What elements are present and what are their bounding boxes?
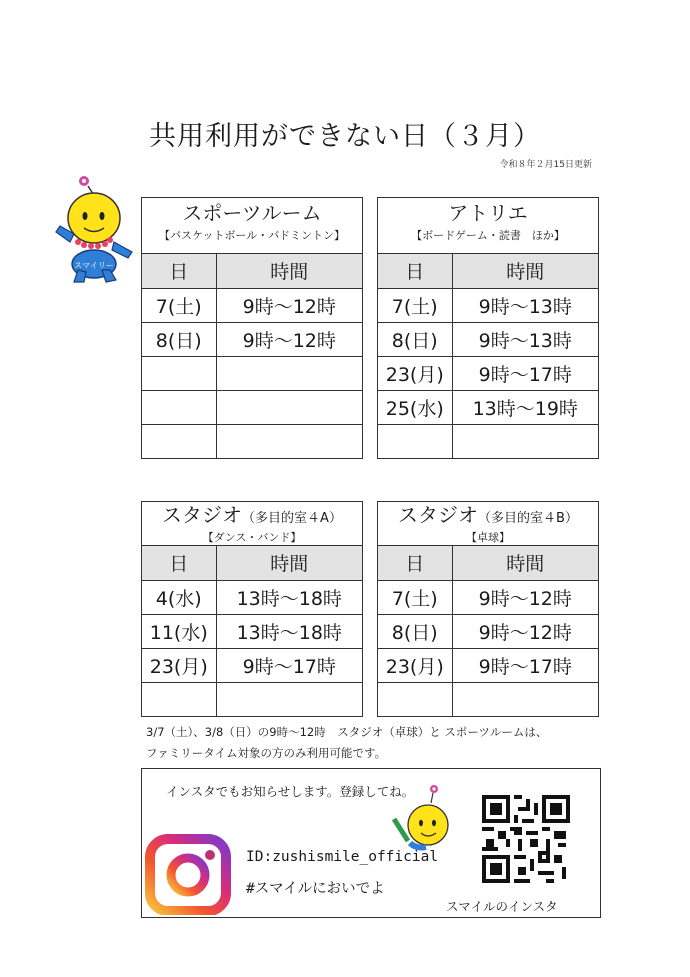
day-cell [142,682,216,716]
table-row [378,356,598,390]
notice-line: ファミリータイム対象の方のみ利用可能です。 [146,746,387,760]
time-cell [216,424,362,458]
time-cell: 9時〜12時 [452,580,598,614]
table-row [378,390,598,424]
table-header-row [142,546,362,580]
schedule-table [378,546,598,716]
room-subtitle: 【卓球】 [466,531,510,544]
time-cell [216,390,362,424]
time-cell: 9時〜17時 [452,648,598,682]
table-row [378,648,598,682]
room-subtitle: 【バスケットボール・バドミントン】 [158,229,345,242]
table-row [378,580,598,614]
day-cell [142,390,216,424]
time-cell: 9時〜17時 [216,648,362,682]
room-name: スタジオ [398,503,479,527]
schedule-table [142,254,362,458]
room-name-note: （多目的室４A） [242,511,342,526]
day-cell [142,424,216,458]
table-row [378,682,598,716]
time-cell: 9時〜13時 [452,322,598,356]
instagram-logo-icon [144,833,234,915]
day-cell: 23(月) [378,356,452,390]
table-row [142,682,362,716]
table-row [142,648,362,682]
day-cell: 23(月) [142,648,216,682]
time-cell: 9時〜13時 [452,288,598,322]
header-time: 時間 [452,254,598,288]
instagram-panel [141,768,601,918]
notice-line: 3/7（土）、3/8（日）の9時〜12時 スタジオ（卓球）と スポーツルームは、 [146,725,548,739]
room-subtitle: 【ダンス・バンド】 [202,531,302,544]
time-cell: 9時〜17時 [452,356,598,390]
header-time: 時間 [216,254,362,288]
room-studio-4a [141,501,363,717]
header-day: 日 [142,254,216,288]
header-day: 日 [378,254,452,288]
table-row [142,356,362,390]
table-row [378,288,598,322]
mascot-label: スマイリー [74,261,114,270]
room-header [378,502,598,546]
time-cell [216,356,362,390]
qr-code[interactable] [478,791,574,887]
room-header [142,502,362,546]
room-name: スポーツルーム [182,201,322,225]
instagram-hashtag: #スマイルにおいでよ [246,881,385,897]
day-cell: 25(水) [378,390,452,424]
table-header-row [142,254,362,288]
table-row [142,614,362,648]
table-row [378,424,598,458]
table-row [142,424,362,458]
time-cell: 13時〜18時 [216,614,362,648]
mascot-illustration [52,172,142,284]
time-cell [452,682,598,716]
day-cell: 23(月) [378,648,452,682]
time-cell: 9時〜12時 [216,322,362,356]
time-cell: 13時〜19時 [452,390,598,424]
header-day: 日 [378,546,452,580]
table-row [378,322,598,356]
header-time: 時間 [216,546,362,580]
time-cell: 13時〜18時 [216,580,362,614]
room-name: スタジオ [162,503,243,527]
day-cell: 7(土) [378,288,452,322]
day-cell [378,424,452,458]
room-studio-4b [377,501,599,717]
instagram-id: ID:zushismile_official [246,849,439,865]
room-header [142,198,362,254]
day-cell: 8(日) [378,614,452,648]
day-cell: 7(土) [378,580,452,614]
time-cell [216,682,362,716]
day-cell [142,356,216,390]
table-header-row [378,546,598,580]
time-cell [452,424,598,458]
room-sports [141,197,363,459]
mascot-pen-illustration [386,783,460,851]
page-title: 共用利用ができない日（３月） [149,121,541,152]
table-row [142,580,362,614]
time-cell: 9時〜12時 [452,614,598,648]
day-cell [378,682,452,716]
schedule-table [378,254,598,458]
header-day: 日 [142,546,216,580]
day-cell: 11(水) [142,614,216,648]
room-subtitle: 【ボードゲーム・読書 ほか】 [411,229,565,242]
table-row [142,288,362,322]
room-name-note: （多目的室４B） [478,511,578,526]
day-cell: 8(日) [142,322,216,356]
instagram-message: インスタでもお知らせします。登録してね。 [166,784,415,799]
updated-date: 令和８年２月15日更新 [499,160,592,170]
table-row [142,390,362,424]
day-cell: 7(土) [142,288,216,322]
table-header-row [378,254,598,288]
room-atelier [377,197,599,459]
schedule-table [142,546,362,716]
time-cell: 9時〜12時 [216,288,362,322]
day-cell: 4(水) [142,580,216,614]
instagram-caption: スマイルのインスタ [446,899,558,914]
table-row [378,614,598,648]
table-row [142,322,362,356]
day-cell: 8(日) [378,322,452,356]
header-time: 時間 [452,546,598,580]
room-name: アトリエ [448,201,528,225]
room-header [378,198,598,254]
notice-text [146,722,547,764]
